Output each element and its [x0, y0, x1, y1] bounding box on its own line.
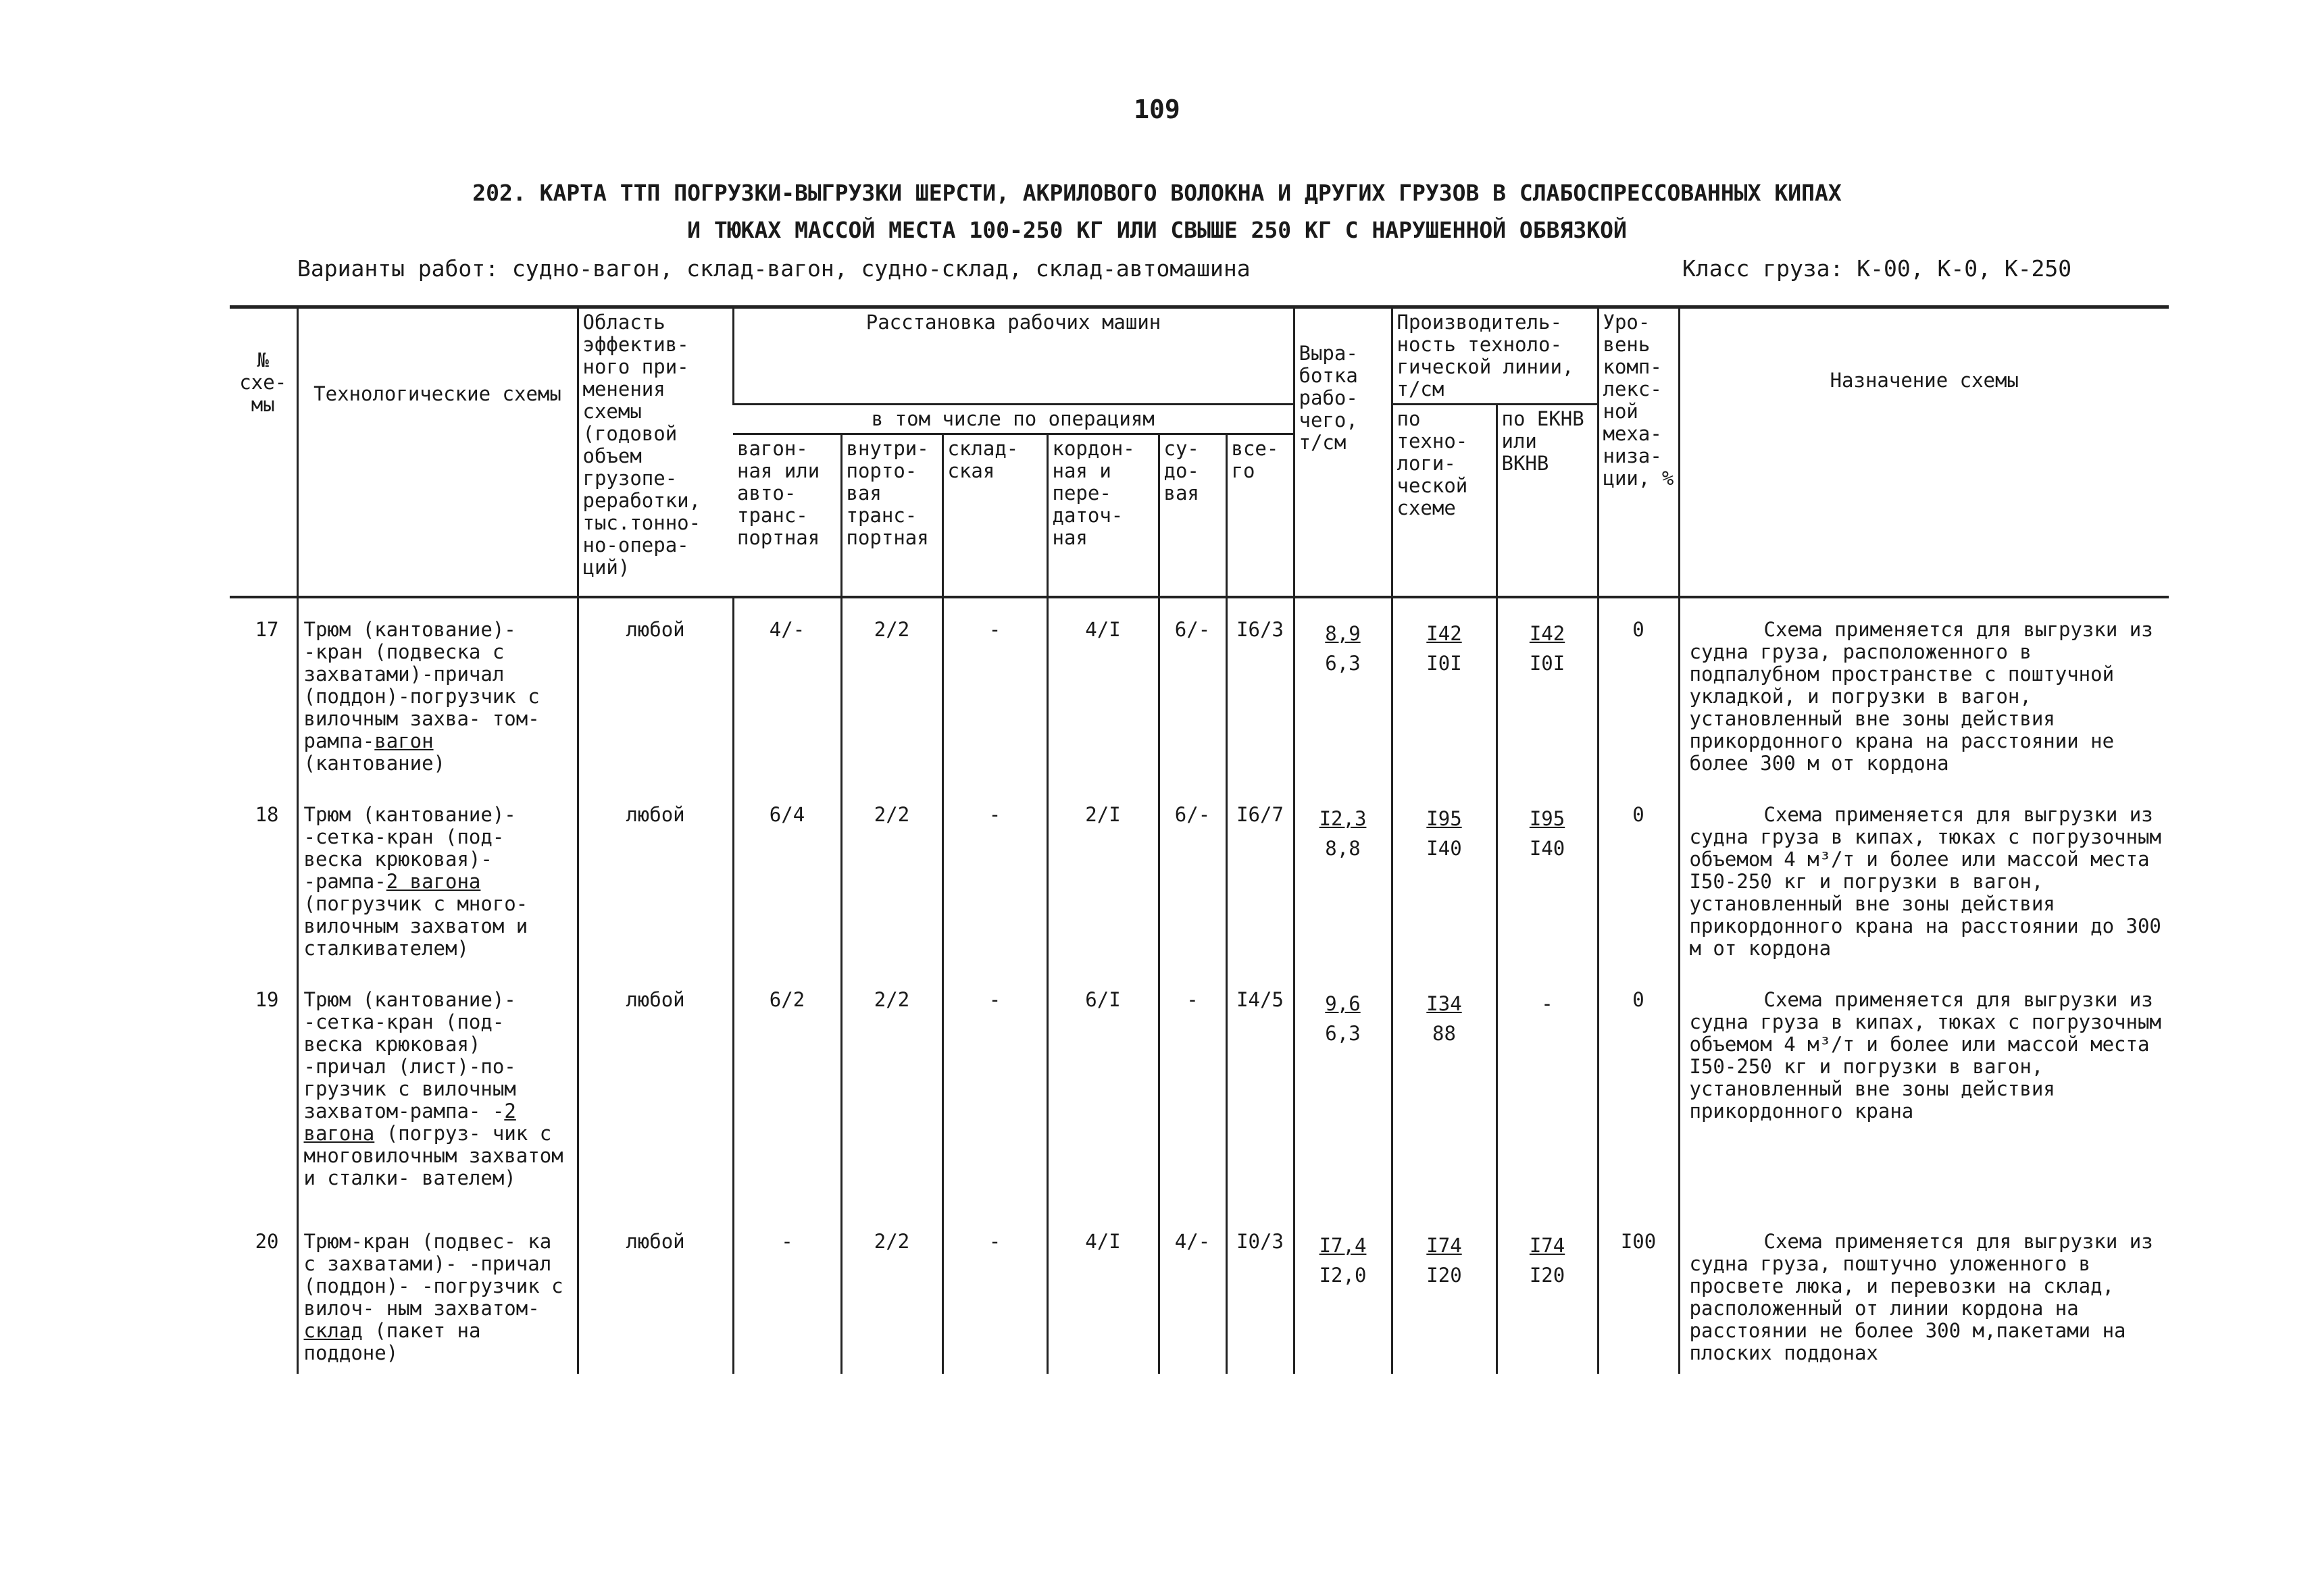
header-op-quay: кордон- ная и пере- даточ- ная — [1047, 434, 1159, 598]
prod-numerator: I95 — [1426, 807, 1462, 830]
op-total: I6/7 — [1226, 783, 1294, 969]
scheme-destination: 2 вагона — [303, 1100, 516, 1145]
scheme-text: Трюм (кантование)- -сетка-кран (под- веска крюковая) -причал (лист)-по- грузчик с вилочным захватом-рампа- - — [303, 988, 516, 1123]
scheme-purpose: Схема применяется для выгрузки из судна груза в кипах, тюках с погрузочным объемом 4 м³/т и более или массой места I50-250 кг и погрузки в вагон, установленный вне зоны действия прикордонного крана — [1679, 969, 2169, 1210]
table-row — [230, 969, 2169, 1210]
cargo-class: Класс груза: К-00, К-0, К-250 — [1682, 255, 2072, 282]
output-numerator: 9,6 — [1325, 992, 1361, 1015]
header-op-intraport: внутри- порто- вая транс- портная — [841, 434, 942, 598]
scheme-text: Трюм (кантование)- -сетка-кран (под- веска крюковая)- -рампа- — [303, 803, 516, 893]
scheme-text-tail: (пакет на поддоне) — [303, 1319, 481, 1364]
prod-numerator: I42 — [1426, 622, 1462, 645]
scheme-number: 18 — [255, 803, 279, 826]
worker-output — [1294, 969, 1392, 1210]
scheme-text-tail: (кантование) — [303, 752, 446, 775]
table-row — [230, 1210, 2169, 1374]
prod-denominator: I0I — [1426, 652, 1462, 675]
technology-table — [230, 305, 2169, 1374]
scheme-description — [297, 597, 578, 783]
op-total: I0/3 — [1226, 1210, 1294, 1374]
scheme-text-tail: (погруз- чик с многовилочным захватом и сталки- вателем) — [303, 1122, 563, 1189]
prod-denominator: 88 — [1432, 1022, 1456, 1045]
op-intraport: 2/2 — [841, 783, 942, 969]
op-wagon: 6/2 — [733, 969, 841, 1210]
work-variants: Варианты работ: судно-вагон, склад-вагон, судно-склад, склад-автомашина — [297, 255, 1251, 282]
scheme-description — [297, 1210, 578, 1374]
op-ship: 4/- — [1159, 1210, 1226, 1374]
application-area: любой — [578, 783, 733, 969]
scheme-description — [297, 783, 578, 969]
eknv-numerator: I74 — [1529, 1234, 1565, 1257]
op-wagon: 6/4 — [733, 783, 841, 969]
scheme-text: Трюм-кран (подвес- ка с захватами)- -причал (поддон)- -погрузчик с вилоч- ным захватом- — [303, 1230, 563, 1320]
mechanization-level: 0 — [1598, 969, 1679, 1210]
scheme-destination: склад — [303, 1319, 363, 1342]
worker-output — [1294, 597, 1392, 783]
prod-by-eknv — [1496, 969, 1598, 1210]
table-row — [230, 597, 2169, 783]
application-area: любой — [578, 969, 733, 1210]
prod-numerator: I74 — [1426, 1234, 1462, 1257]
scheme-number: 20 — [255, 1230, 279, 1253]
eknv-denominator: I20 — [1529, 1264, 1565, 1287]
header-op-ship: су- до- вая — [1159, 434, 1226, 598]
eknv-denominator: I0I — [1529, 652, 1565, 675]
prod-by-eknv — [1496, 1210, 1598, 1374]
header-prod-by-eknv: по ЕКНВ или ВКНВ — [1496, 405, 1598, 598]
table-body — [230, 597, 2169, 1374]
application-area: любой — [578, 597, 733, 783]
worker-output — [1294, 1210, 1392, 1374]
worker-output — [1294, 783, 1392, 969]
header-prod-by-scheme: по техно- логи- ческой схеме — [1392, 405, 1496, 598]
mechanization-level: I00 — [1598, 1210, 1679, 1374]
eknv-denominator: I40 — [1529, 837, 1565, 860]
header-tech-schemes: Технологические схемы — [297, 307, 578, 598]
output-denominator: 6,3 — [1325, 652, 1361, 675]
header-op-warehouse: склад- ская — [942, 434, 1047, 598]
header-op-wagon: вагон- ная или авто- транс- портная — [733, 434, 841, 598]
scheme-number: 19 — [255, 988, 279, 1011]
mechanization-level: 0 — [1598, 597, 1679, 783]
op-wagon: 4/- — [733, 597, 841, 783]
op-quay: 6/I — [1047, 969, 1159, 1210]
title-line-1: 202. КАРТА ТТП ПОГРУЗКИ-ВЫГРУЗКИ ШЕРСТИ, АКРИЛОВОГО ВОЛОКНА И ДРУГИХ ГРУЗОВ В СЛАБОСПРЕССОВАННЫХ КИПАХ — [472, 180, 1842, 206]
prod-denominator: I40 — [1426, 837, 1462, 860]
prod-denominator: I20 — [1426, 1264, 1462, 1287]
op-quay: 4/I — [1047, 597, 1159, 783]
op-ship: 6/- — [1159, 597, 1226, 783]
header-op-total: все- го — [1226, 434, 1294, 598]
scheme-destination: вагон — [374, 729, 434, 752]
op-warehouse: - — [942, 783, 1047, 969]
header-productivity: Производитель- ность техноло- гической линии, т/см — [1392, 307, 1598, 405]
scheme-text-tail: (погрузчик с много- вилочным захватом и сталкивателем) — [303, 892, 528, 960]
op-warehouse: - — [942, 1210, 1047, 1374]
prod-by-scheme — [1392, 597, 1496, 783]
prod-by-scheme — [1392, 969, 1496, 1210]
table-row — [230, 783, 2169, 969]
op-intraport: 2/2 — [841, 1210, 942, 1374]
prod-numerator: I34 — [1426, 992, 1462, 1015]
header-purpose: Назначение схемы — [1679, 307, 2169, 598]
header-mechanization-level: Уро- вень комп- лекс- ной меха- низа- ции, % — [1598, 307, 1679, 598]
op-intraport: 2/2 — [841, 597, 942, 783]
scheme-destination: 2 вагона — [386, 870, 481, 893]
output-numerator: I2,3 — [1319, 807, 1367, 830]
eknv-numerator: I95 — [1529, 807, 1565, 830]
document-title — [0, 174, 2314, 249]
output-denominator: 8,8 — [1325, 837, 1361, 860]
op-intraport: 2/2 — [841, 969, 942, 1210]
prod-by-scheme — [1392, 783, 1496, 969]
output-denominator: 6,3 — [1325, 1022, 1361, 1045]
page-number: 109 — [1134, 95, 1180, 124]
scheme-purpose: Схема применяется для выгрузки из судна груза, поштучно уложенного в просвете люка, и перевозки на склад, расположенный от линии кордона на расстоянии не более 300 м,пакетами на плоских поддонах — [1679, 1210, 2169, 1374]
header-scheme-no: № схе- мы — [230, 307, 297, 598]
prod-by-eknv — [1496, 597, 1598, 783]
op-total: I6/3 — [1226, 597, 1294, 783]
op-ship: 6/- — [1159, 783, 1226, 969]
scheme-description — [297, 969, 578, 1210]
output-numerator: I7,4 — [1319, 1234, 1367, 1257]
scheme-purpose: Схема применяется для выгрузки из судна груза, расположенного в подпалубном пространстве с поштучной укладкой, и погрузки в вагон, установленный вне зоны действия прикордонного крана на расстоянии не более 300 м от кордона — [1679, 597, 2169, 783]
scheme-number: 17 — [255, 618, 279, 641]
op-wagon: - — [733, 1210, 841, 1374]
prod-by-scheme — [1392, 1210, 1496, 1374]
scheme-purpose: Схема применяется для выгрузки из судна груза в кипах, тюках с погрузочным объемом 4 м³/т и более или массой места I50-250 кг и погрузки в вагон, установленный вне зоны действия прикордонного крана на расстоянии до 300 м от кордона — [1679, 783, 2169, 969]
header-application-area: Область эффектив- ного при- менения схемы (годовой объем грузопе- реработки, тыс.тонно- но-опера- ций) — [578, 307, 733, 598]
mechanization-level: 0 — [1598, 783, 1679, 969]
output-denominator: I2,0 — [1319, 1264, 1367, 1287]
op-warehouse: - — [942, 597, 1047, 783]
output-numerator: 8,9 — [1325, 622, 1361, 645]
header-including-operations: в том числе по операциям — [733, 405, 1294, 434]
scheme-text: Трюм (кантование)- -кран (подвеска с захватами)-причал (поддон)-погрузчик с вилочным захва- том-рампа- — [303, 618, 540, 752]
eknv-numerator: - — [1541, 992, 1553, 1015]
application-area: любой — [578, 1210, 733, 1374]
header-machine-placement: Расстановка рабочих машин — [733, 307, 1294, 405]
op-quay: 2/I — [1047, 783, 1159, 969]
op-total: I4/5 — [1226, 969, 1294, 1210]
eknv-numerator: I42 — [1529, 622, 1565, 645]
op-quay: 4/I — [1047, 1210, 1159, 1374]
prod-by-eknv — [1496, 783, 1598, 969]
op-warehouse: - — [942, 969, 1047, 1210]
header-worker-output: Выра- ботка рабо- чего, т/см — [1294, 307, 1392, 598]
table-header — [230, 307, 2169, 598]
op-ship: - — [1159, 969, 1226, 1210]
title-line-2: И ТЮКАХ МАССОЙ МЕСТА 100-250 КГ ИЛИ СВЫШЕ 250 КГ С НАРУШЕННОЙ ОБВЯЗКОЙ — [687, 217, 1627, 243]
